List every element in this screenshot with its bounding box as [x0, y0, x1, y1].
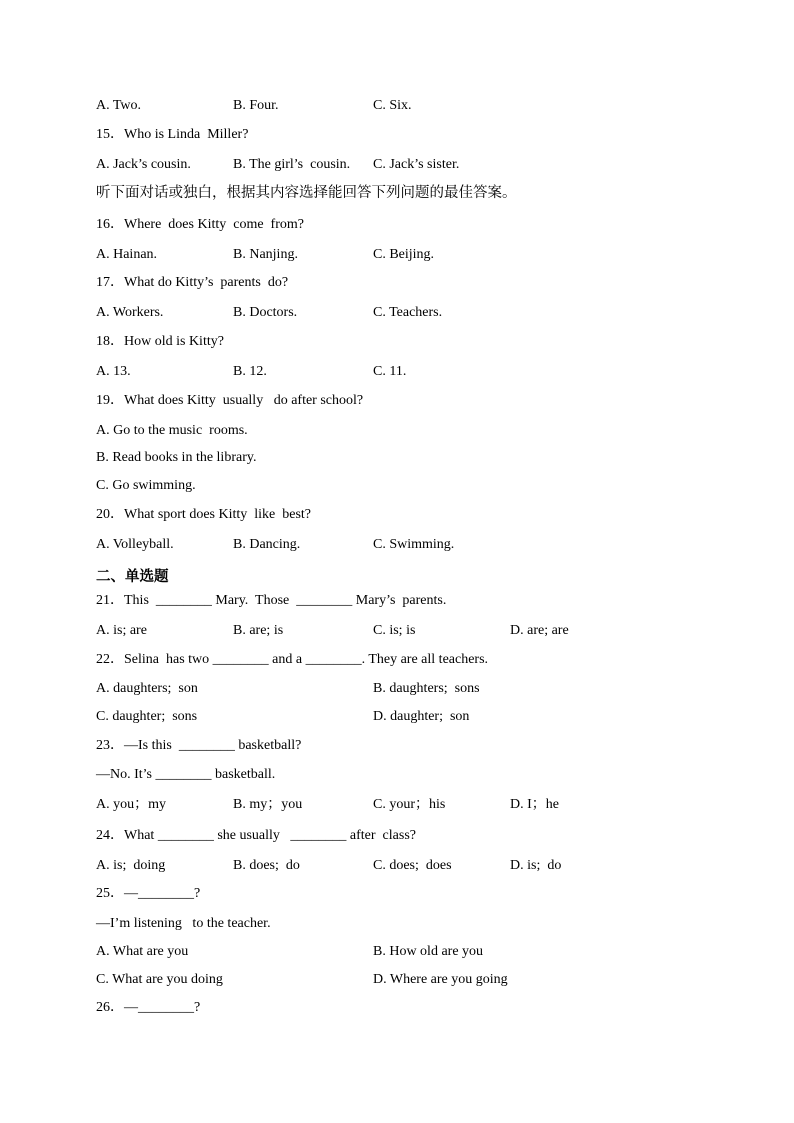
question-text: 18．How old is Kitty?	[96, 334, 224, 349]
answer-option: C. Swimming.	[373, 537, 455, 552]
answer-option: A. Jack’s cousin.	[96, 157, 191, 172]
answer-option: A. What are you	[96, 944, 189, 959]
answer-option: B. How old are you	[373, 944, 484, 959]
answer-option: C. is; is	[373, 623, 416, 638]
question-text: 24．What ________ she usually ________ after class?	[96, 828, 416, 843]
question-text: —No. It’s ________ basketball.	[96, 767, 276, 782]
answer-option: A. Two.	[96, 98, 142, 113]
answer-option: A. Workers.	[96, 305, 164, 320]
answer-option: A. you；my	[96, 797, 166, 812]
answer-option: D. I；he	[510, 797, 559, 812]
answer-option: B. are; is	[233, 623, 284, 638]
answer-option: C. daughter; sons	[96, 709, 198, 724]
answer-option: A. is; are	[96, 623, 147, 638]
answer-option: B. 12.	[233, 364, 267, 379]
question-text: 20．What sport does Kitty like best?	[96, 507, 312, 522]
question-text: 25．—________?	[96, 886, 201, 901]
question-text: 15．Who is Linda Miller?	[96, 127, 249, 142]
answer-option: C. does; does	[373, 858, 452, 873]
question-text: 23．—Is this ________ basketball?	[96, 738, 302, 753]
question-text: B. Read books in the library.	[96, 450, 257, 465]
question-text: C. Go swimming.	[96, 478, 196, 493]
answer-option: A. Volleyball.	[96, 537, 174, 552]
instruction-text: 听下面对话或独白，根据其内容选择能回答下列问题的最佳答案。	[96, 185, 517, 201]
question-text: 19．What does Kitty usually do after school?	[96, 393, 364, 408]
answer-option: B. Doctors.	[233, 305, 298, 320]
answer-option: A. Hainan.	[96, 247, 158, 262]
answer-option: B. Four.	[233, 98, 279, 113]
answer-option: D. Where are you going	[373, 972, 508, 987]
answer-option: B. Dancing.	[233, 537, 301, 552]
answer-option: C. What are you doing	[96, 972, 223, 987]
section-title: 二、单选题	[96, 569, 169, 585]
answer-option: C. Teachers.	[373, 305, 443, 320]
answer-option: A. daughters; son	[96, 681, 198, 696]
question-text: A. Go to the music rooms.	[96, 423, 248, 438]
answer-option: D. daughter; son	[373, 709, 470, 724]
question-text: 21．This ________ Mary. Those ________ Mary’s parents.	[96, 593, 447, 608]
answer-option: A. 13.	[96, 364, 131, 379]
answer-option: B. does; do	[233, 858, 300, 873]
answer-option: C. Beijing.	[373, 247, 435, 262]
answer-option: B. my；you	[233, 797, 303, 812]
answer-option: C. your；his	[373, 797, 446, 812]
answer-option: B. The girl’s cousin.	[233, 157, 351, 172]
question-text: 26．—________?	[96, 1000, 201, 1015]
answer-option: D. are; are	[510, 623, 569, 638]
answer-option: C. Six.	[373, 98, 412, 113]
question-text: 17．What do Kitty’s parents do?	[96, 275, 289, 290]
answer-option: B. Nanjing.	[233, 247, 298, 262]
answer-option: A. is; doing	[96, 858, 166, 873]
answer-option: C. Jack’s sister.	[373, 157, 460, 172]
question-text: —I’m listening to the teacher.	[96, 916, 271, 931]
answer-option: C. 11.	[373, 364, 407, 379]
question-text: 16．Where does Kitty come from?	[96, 217, 304, 232]
answer-option: D. is; do	[510, 858, 562, 873]
question-text: 22．Selina has two ________ and a ________. They are all teachers.	[96, 652, 489, 667]
answer-option: B. daughters; sons	[373, 681, 480, 696]
